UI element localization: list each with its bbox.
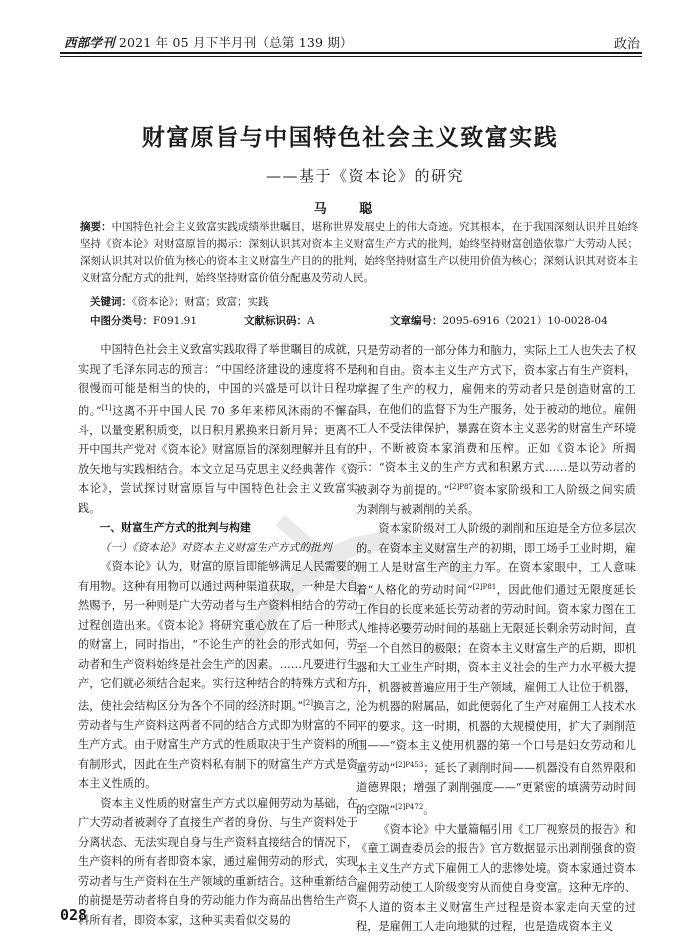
paragraph: 只是劳动者的一部分体力和脑力，实际上工人也失去了权利和自由。资本主义生产方式下，资本家占有生产资料，掌握了生产的权力，雇佣来的劳动者只是创造财富的工具，在他们的监督下为生产服务，处于被动的地位。雇佣工人不受法律保护，暴露在资本主义恶劣的财富生产环境中，不断被资本家消费和压榨。正如《资本论》所揭示：“资本主义的生产方式和积累方式……是以劳动者的被剥夺为前提的。”$^{[2]P87}$资本家阶级和工人阶级之间实质为剥削与被剥削的关系。 [356, 344, 636, 516]
running-header [64, 33, 353, 51]
subsection-heading: （一）《资本论》对资本主义财富生产方式的批判 [99, 540, 332, 554]
clc-value: F091.91 [153, 315, 198, 327]
keywords-label: 关键词： [90, 296, 132, 308]
header-rule-thin [60, 56, 642, 57]
paragraph: 《资本论》中大量篇幅引用《工厂视察员的报告》和《童工调查委员会的报告》官方数据显示出剥削强食的资本主义生产方式下雇佣工人的悲惨处境。资本家通过资本雇佣劳动使工人阶级变穷从而使自身变富。这种无序的、不人道的资本主义财富生产过程是资本家走向天堂的过程，是雇佣工人走向地狱的过程，也是造成资本主义 [356, 822, 636, 934]
citation: [2]P472 [395, 802, 424, 811]
header-rule [60, 52, 642, 54]
paragraph: 中国特色社会主义致富实践取得了举世瞩目的成就，实现了毛泽东同志的预言：“中国经济建设的速度将不是很慢而可能是相当的快的，中国的兴盛是可以计日程功的。”[1]这离不开中国人民 70 多年来栉风沐雨的不懈奋斗，以量变累积质变，以日积月累换来日新月异；更离不开中国共产党对《资本论》财富原旨的深刻理解并且有的放矢地与实践相结合。本文立足马克思主义经典著作《资本论》，尝试探讨财富原旨与中国特色社会主义致富实践。 [78, 343, 358, 515]
classification-line [90, 313, 608, 330]
body-column-left [78, 340, 358, 930]
doc-code-value: A [307, 315, 315, 327]
abstract-label: 摘要： [80, 221, 112, 233]
paragraph: 资本家阶级对工人阶级的剥削和压迫是全方位多层次的。在资本主义财富生产的初期，即工场手工业时期，雇佣工人是财富生产的主力军。在资本家眼中，工人意味着“人格化的劳动时间”$^{[2]P81}$，因此他们通过无限度延长工作日的长度来延长劳动者的劳动时间。资本家力图在工人维持必要劳动时间的基础上无限延长剩余劳动时间，直至一个自然日的极限；在资本主义财富生产的后期，即机器和大工业生产时期，资本主义社会的生产力水平极大提升，机器被普遍应用于生产领域，雇佣工人让位于机器，沦为机器的附属品，如此便弱化了生产对雇佣工人技术水平的要求。这一时期，机器的大规模使用，扩大了剥削范围——“资本主义使用机器的第一个口号是妇女劳动和儿童劳动”$^{[2]P453}$；延长了剥削时间——机器没有自然界限和道德界限；增强了剥削强度——“更紧密的填满劳动时间的空隙”$^{[2]P472}$。 [356, 522, 636, 817]
section-label: 政治 [613, 37, 640, 52]
abstract [80, 219, 638, 287]
journal-name: 西部学刊 [64, 35, 115, 50]
citation: [1] [101, 403, 112, 412]
article-subtitle: ——基于《资本论》的研究 [265, 167, 464, 185]
issue-info: 2021 年 05 月下半月刊（总第 139 期） [118, 35, 353, 50]
section-heading: 一、财富生产方式的批判与构建 [99, 521, 251, 535]
citation: [2]P81 [472, 582, 497, 591]
doc-code-label: 文献标识码： [244, 315, 307, 327]
body-column-right [356, 341, 636, 937]
article-id-value: 2095-6916（2021）10-0028-04 [442, 315, 608, 327]
article-id-label: 文章编号： [390, 315, 443, 327]
citation: [2] [303, 698, 313, 707]
page-number: 028 [60, 906, 88, 924]
author-name: 马 聪 [313, 202, 387, 217]
keywords [90, 294, 630, 311]
paragraph: 资本主义性质的财富生产方式以雇佣劳动为基础，在广大劳动者被剥夺了直接生产者的身份、与生产资料处于分离状态、无法实现自身与生产资料直接结合的情况下，生产资料的所有者即资本家，通过雇佣劳动的形式，实现劳动者与生产资料在生产领域的重新结合。这种重新结合的前提是劳动者将自身的劳动能力作为商品出售给生产资料所有者，即资本家，这种买卖看似交易的 [78, 796, 358, 927]
keywords-text: 《资本论》；财富；致富；实践 [132, 296, 269, 308]
paragraph: 《资本论》认为，财富的原旨即能够满足人民需要的有用物。这种有用物可以通过两种渠道获取，一种是大自然赐予，另一种则是广大劳动者与生产资料相结合的劳动过程创造出来。《资本论》将研究重心放在了后一种形式的财富上，同时指出，“不论生产的社会的形式如何，劳动者和生产资料始终是社会生产的因素。……凡要进行生产，它们就必须结合起来。实行这种结合的特殊方式和方法，使社会结构区分为各个不同的经济时期。”[2]换言之，劳动者与生产资料这两者不同的结合方式即为财富的不同生产方式。由于财富生产方式的性质取决于生产资料的所有制形式，因此在生产资料私有制下的财富生产方式是资本主义性质的。 [78, 560, 358, 791]
clc-label: 中图分类号： [90, 315, 153, 327]
abstract-text: 中国特色社会主义致富实践成绩举世瞩目，堪称世界发展史上的伟大奇迹。究其根本，在于我国深刻认识并且始终坚持《资本论》对财富原旨的揭示：深刻认识其对资本主义财富生产方式的批判，始终坚持财富创造依靠广大劳动人民；深刻认识其对以价值为核心的资本主义财富生产目的的批判，始终坚持财富生产以使用价值为核心；深刻认识其对资本主义财富分配方式的批判，始终坚持财富价值分配惠及劳动人民。 [80, 221, 639, 284]
article-title: 财富原旨与中国特色社会主义致富实践 [141, 124, 559, 151]
citation: [2]P87 [449, 482, 473, 491]
citation: [2]P453 [395, 760, 424, 769]
